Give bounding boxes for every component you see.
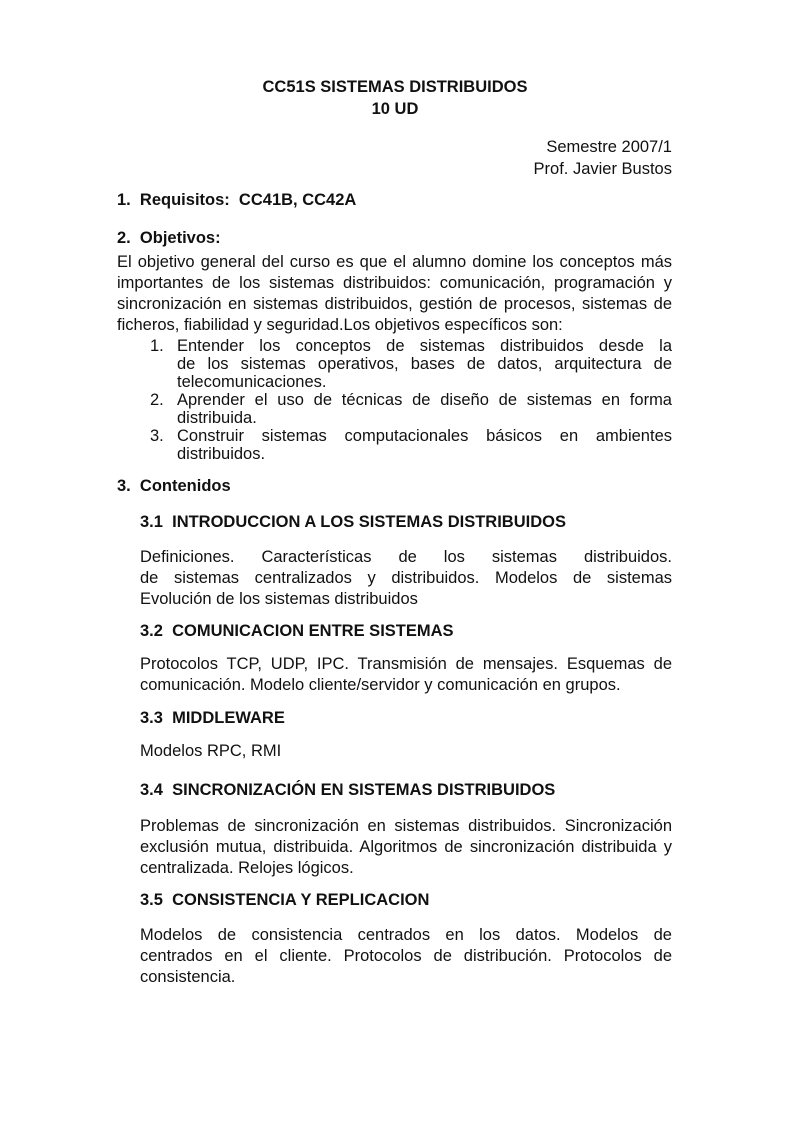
subsection-heading-3-4: 3.4 SINCRONIZACIÓN EN SISTEMAS DISTRIBUIDOS [140,781,556,799]
text-line: comunicación. Modelo cliente/servidor y comunicación en grupos. [140,676,621,694]
text-line: Evolución de los sistemas distribuidos [140,590,418,608]
subsection-text-3-2 [140,654,672,696]
text-line: El objetivo general del curso es que el alumno domine los conceptos más [117,253,672,271]
semester: Semestre 2007/1 [546,138,672,156]
item-number: 1. [150,337,164,355]
course-title: CC51S SISTEMAS DISTRIBUIDOS [262,78,528,96]
text-line: importantes de los sistemas distribuidos: comunicación, programación y [117,274,672,292]
text-line: Modelos de consistencia centrados en los datos. Modelos de [140,926,672,944]
subsection-text-3-4 [140,816,672,879]
text-line: exclusión mutua, distribuida. Algoritmos de sincronización distribuida y [140,838,672,856]
subsection-heading-3-5: 3.5 CONSISTENCIA Y REPLICACION [140,891,430,909]
text-line: Problemas de sincronización en sistemas distribuidos. Sincronización [140,817,672,835]
objectives-paragraph [117,252,672,336]
text-line: de sistemas centralizados y distribuidos. Modelos de sistemas [140,569,672,587]
text-line: consistencia. [140,968,236,986]
objectives-heading: 2. Objetivos: [117,229,221,247]
text-line: centralizada. Relojes lógicos. [140,859,354,877]
text-line: Aprender el uso de técnicas de diseño de sistemas en forma [177,391,672,409]
text-line: Modelos RPC, RMI [140,742,282,760]
course-credits: 10 UD [371,100,419,118]
subsection-text-3-3 [140,741,672,762]
contents-heading: 3. Contenidos [117,477,231,495]
text-line: sincronización en sistemas distribuidos, gestión de procesos, sistemas de [117,295,672,313]
text-line: centrados en el cliente. Protocolos de distribución. Protocolos de [140,947,672,965]
text-line: distribuida. [177,409,257,427]
subsection-heading-3-2: 3.2 COMUNICACION ENTRE SISTEMAS [140,622,454,640]
text-line: telecomunicaciones. [177,373,327,391]
text-line: Entender los conceptos de sistemas distribuidos desde la [177,337,672,355]
item-number: 3. [150,427,164,445]
professor: Prof. Javier Bustos [533,160,672,178]
text-line: de los sistemas operativos, bases de datos, arquitectura de [177,355,672,373]
text-line: Definiciones. Características de los sistemas distribuidos. [140,548,672,566]
item-number: 2. [150,391,164,409]
subsection-heading-3-1: 3.1 INTRODUCCION A LOS SISTEMAS DISTRIBUIDOS [140,513,566,531]
subsection-text-3-1 [140,547,672,610]
subsection-heading-3-3: 3.3 MIDDLEWARE [140,709,285,727]
text-line: distribuidos. [177,445,266,463]
text-line: ficheros, fiabilidad y seguridad.Los objetivos específicos son: [117,316,563,334]
subsection-text-3-5 [140,925,672,988]
text-line: Protocolos TCP, UDP, IPC. Transmisión de mensajes. Esquemas de [140,655,672,673]
text-line: Construir sistemas computacionales básicos en ambientes [177,427,672,445]
requirements-heading: 1. Requisitos: CC41B, CC42A [117,191,357,209]
